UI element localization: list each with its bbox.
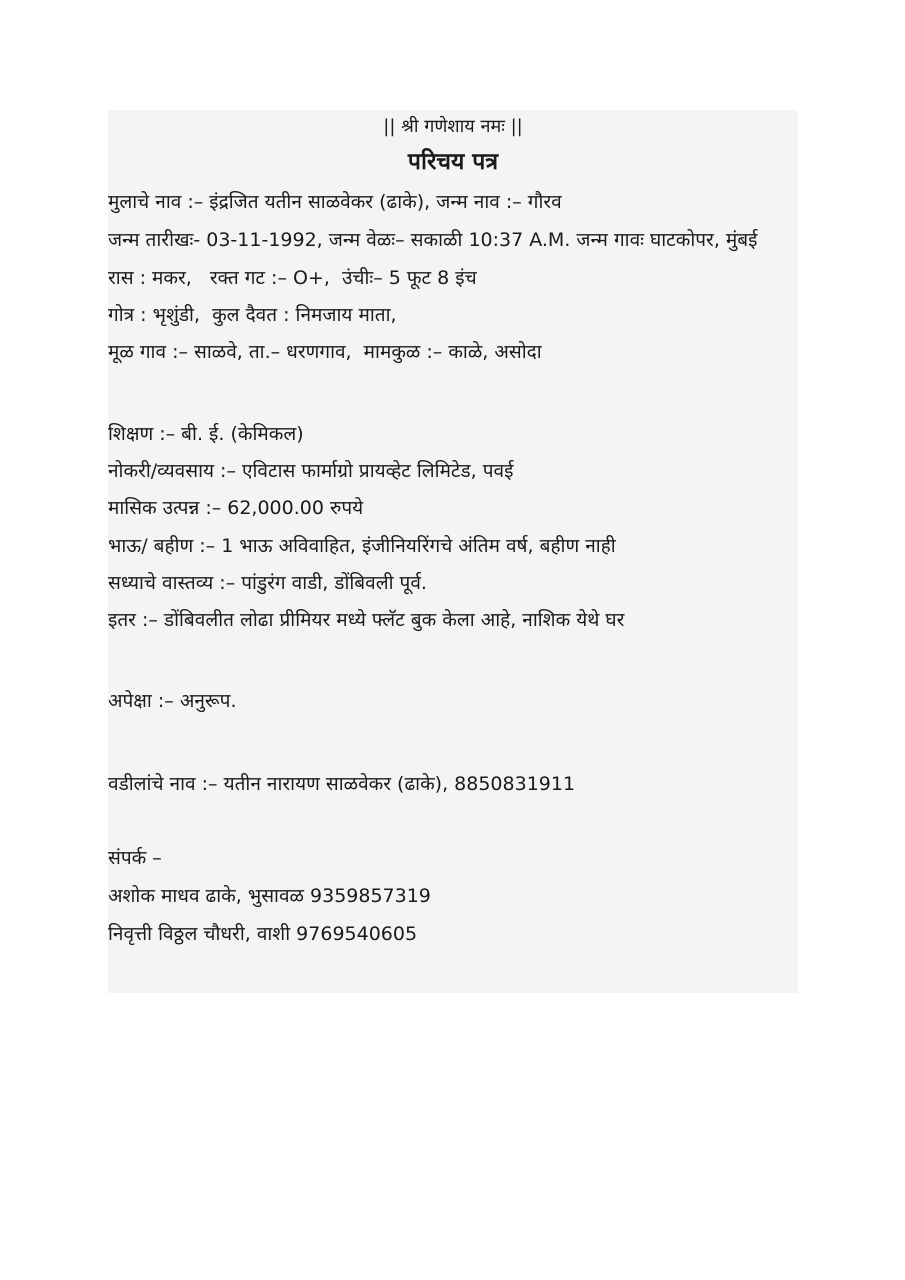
expectation-line: अपेक्षा :– अनुरूप. [108,690,237,712]
father-name-line: वडीलांचे नाव :– यतीन नारायण साळवेकर (ढाके), 8850831911 [108,773,576,795]
rashi-line: रास : मकर, रक्त गट :– O+, उंचीः– 5 फूट 8 इंच [108,267,477,289]
birth-line: जन्म तारीखः- 03-11-1992, जन्म वेळः– सकाळी 10:37 A.M. जन्म गावः घाटकोपर, मुंबई [108,229,758,251]
contact-person-1: अशोक माधव ढाके, भुसावळ 9359857319 [108,885,431,907]
name-line: मुलाचे नाव :– इंद्रजित यतीन साळवेकर (ढाके), जन्म नाव :– गौरव [108,191,562,213]
income-line: मासिक उत्पन्न :– 62,000.00 रुपये [108,497,364,519]
invocation-line: || श्री गणेशाय नमः || [383,116,523,137]
siblings-line: भाऊ/ बहीण :– 1 भाऊ अविवाहित, इंजीनियरिंगचे अंतिम वर्ष, बहीण नाही [108,535,616,557]
gotra-line: गोत्र : भृशुंडी, कुल दैवत : निमजाय माता, [108,304,397,326]
contact-heading: संपर्क – [108,847,162,869]
other-info-line: इतर :– डोंबिवलीत लोढा प्रीमियर मध्ये फ्लॅट बुक केला आहे, नाशिक येथे घर [108,609,625,631]
residence-line: सध्याचे वास्तव्य :– पांडुरंग वाडी, डोंबिवली पूर्व. [108,572,427,594]
contact-person-2: निवृत्ती विठ्ठल चौधरी, वाशी 9769540605 [108,923,418,945]
job-line: नोकरी/व्यवसाय :– एविटास फार्माग्रो प्रायव्हेट लिमिटेड, पवई [108,460,514,482]
education-line: शिक्षण :– बी. ई. (केमिकल) [108,423,304,445]
native-place-line: मूळ गाव :– साळवे, ता.– धरणगाव, मामकुळ :– काळे, असोदा [108,341,542,363]
document-title: परिचय पत्र [407,149,499,175]
